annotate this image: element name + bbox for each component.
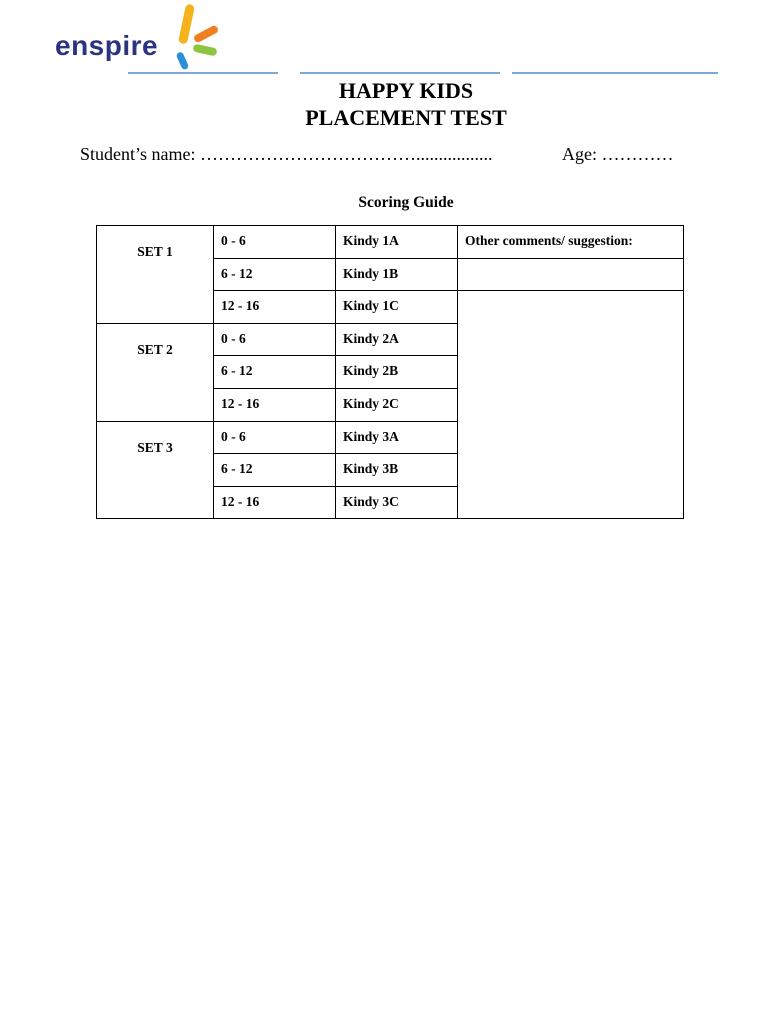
score-range: 6 - 12 bbox=[214, 356, 336, 389]
enspire-logo bbox=[55, 2, 225, 74]
level-name: Kindy 1B bbox=[336, 258, 458, 291]
score-range: 0 - 6 bbox=[214, 323, 336, 356]
level-name: Kindy 2C bbox=[336, 388, 458, 421]
level-name: Kindy 3A bbox=[336, 421, 458, 454]
student-name-field: Student’s name: ………………………………................. bbox=[80, 144, 493, 164]
table-row bbox=[97, 226, 684, 259]
test-subtitle: PLACEMENT TEST bbox=[305, 105, 507, 130]
level-name: Kindy 2B bbox=[336, 356, 458, 389]
score-range: 0 - 6 bbox=[214, 421, 336, 454]
logo-wordmark: enspire bbox=[55, 30, 159, 61]
header-rule-left bbox=[128, 72, 278, 74]
set-label: SET 2 bbox=[97, 323, 214, 421]
score-range: 6 - 12 bbox=[214, 258, 336, 291]
level-name: Kindy 3B bbox=[336, 454, 458, 487]
scoring-guide-table bbox=[96, 225, 684, 519]
score-range: 12 - 16 bbox=[214, 388, 336, 421]
score-range: 12 - 16 bbox=[214, 486, 336, 519]
header-rule-right bbox=[512, 72, 718, 74]
score-range: 0 - 6 bbox=[214, 226, 336, 259]
scoring-guide-title: Scoring Guide bbox=[358, 194, 454, 211]
level-name: Kindy 1A bbox=[336, 226, 458, 259]
age-field: Age: ………… bbox=[562, 144, 674, 164]
comments-area bbox=[458, 291, 684, 519]
test-title: HAPPY KIDS bbox=[338, 78, 474, 103]
set-label: SET 1 bbox=[97, 226, 214, 324]
score-range: 6 - 12 bbox=[214, 454, 336, 487]
level-name: Kindy 3C bbox=[336, 486, 458, 519]
set-label: SET 3 bbox=[97, 421, 214, 519]
level-name: Kindy 1C bbox=[336, 291, 458, 324]
level-name: Kindy 2A bbox=[336, 323, 458, 356]
starburst-icon bbox=[173, 2, 225, 74]
score-range: 12 - 16 bbox=[214, 291, 336, 324]
header-rule-mid bbox=[300, 72, 500, 74]
comments-header: Other comments/ suggestion: bbox=[458, 226, 684, 259]
comments-cell bbox=[458, 258, 684, 291]
